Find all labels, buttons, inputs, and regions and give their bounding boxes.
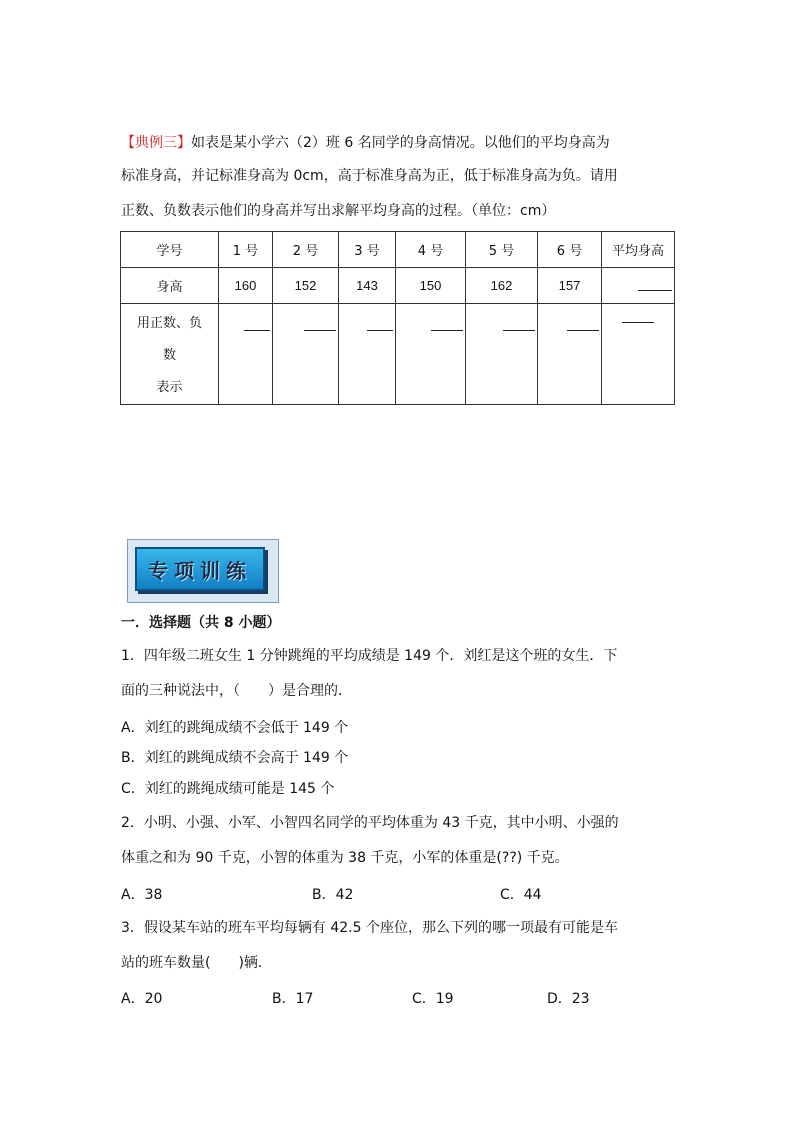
answer-blank[interactable] xyxy=(367,316,393,331)
section-banner xyxy=(127,539,279,603)
height-cell: 157 xyxy=(538,268,602,304)
question-3-line-2: 站的班车数量( )辆． xyxy=(121,955,272,971)
question-2-option-b[interactable]: B．42 xyxy=(312,887,354,903)
question-3-option-a[interactable]: A．20 xyxy=(121,991,163,1007)
example-line-2: 标准身高，并记标准身高为 0cm，高于标准身高为正，低于标准身高为负。请用 xyxy=(121,168,618,184)
height-cell: 160 xyxy=(219,268,273,304)
example-line-1 xyxy=(121,133,610,153)
row-label-id: 学号 xyxy=(121,232,219,268)
row-label-height: 身高 xyxy=(121,268,219,304)
col-header: 5 号 xyxy=(466,232,538,268)
avg-answer-cell xyxy=(602,268,675,304)
answer-blank[interactable] xyxy=(304,316,336,331)
question-3-option-b[interactable]: B．17 xyxy=(272,991,314,1007)
signed-answer-cell xyxy=(538,304,602,405)
row-label-signed xyxy=(121,304,219,405)
height-cell: 143 xyxy=(339,268,396,304)
col-header: 4 号 xyxy=(396,232,466,268)
question-2-line-2: 体重之和为 90 千克，小智的体重为 38 千克，小军的体重是(??) 千克。 xyxy=(121,850,569,866)
answer-blank[interactable] xyxy=(431,316,463,331)
height-cell: 162 xyxy=(466,268,538,304)
signed-answer-cell xyxy=(219,304,273,405)
table-row xyxy=(121,304,675,405)
col-header: 3 号 xyxy=(339,232,396,268)
height-table xyxy=(120,231,675,405)
col-header: 2 号 xyxy=(273,232,339,268)
question-1-option-b[interactable]: B．刘红的跳绳成绩不会高于 149 个 xyxy=(121,750,349,766)
question-1-option-a[interactable]: A．刘红的跳绳成绩不会低于 149 个 xyxy=(121,720,349,736)
question-1-option-c[interactable]: C．刘红的跳绳成绩可能是 145 个 xyxy=(121,781,335,797)
question-3-option-c[interactable]: C．19 xyxy=(412,991,454,1007)
avg-header: 平均身高 xyxy=(602,232,675,268)
question-3-option-d[interactable]: D．23 xyxy=(547,991,590,1007)
col-header: 1 号 xyxy=(219,232,273,268)
question-1-line-2: 面的三种说法中，（ ）是合理的． xyxy=(121,683,352,699)
section-title: 一．选择题（共 8 小题） xyxy=(121,615,281,631)
signed-answer-cell xyxy=(466,304,538,405)
signed-answer-cell xyxy=(339,304,396,405)
table-row xyxy=(121,268,675,304)
banner-title: 专项训练 xyxy=(148,558,252,583)
answer-blank[interactable] xyxy=(503,316,535,331)
example-tag: 【典例三】 xyxy=(121,135,191,151)
row-label-signed-2: 数 xyxy=(162,348,176,363)
signed-answer-cell xyxy=(396,304,466,405)
question-2-option-a[interactable]: A．38 xyxy=(121,887,163,903)
answer-blank[interactable] xyxy=(567,316,599,331)
answer-blank[interactable] xyxy=(622,308,654,323)
question-2-line-1: 2．小明、小强、小军、小智四名同学的平均体重为 43 千克，其中小明、小强的 xyxy=(121,815,619,831)
height-cell: 152 xyxy=(273,268,339,304)
example-line-3: 正数、负数表示他们的身高并写出求解平均身高的过程。（单位：cm） xyxy=(121,203,556,219)
table-row xyxy=(121,232,675,268)
answer-blank[interactable] xyxy=(638,276,672,291)
signed-avg-cell xyxy=(602,304,675,405)
example-text-1: 如表是某小学六（2）班 6 名同学的身高情况。以他们的平均身高为 xyxy=(191,135,610,151)
question-1-line-1: 1．四年级二班女生 1 分钟跳绳的平均成绩是 149 个．刘红是这个班的女生．下 xyxy=(121,648,618,664)
row-label-signed-3: 表示 xyxy=(156,380,183,395)
question-3-line-1: 3．假设某车站的班车平均每辆有 42.5 个座位，那么下列的哪一项最有可能是车 xyxy=(121,920,618,936)
height-cell: 150 xyxy=(396,268,466,304)
banner-plate xyxy=(135,547,265,591)
col-header: 6 号 xyxy=(538,232,602,268)
question-2-option-c[interactable]: C．44 xyxy=(500,887,542,903)
answer-blank[interactable] xyxy=(244,316,270,331)
row-label-signed-1: 用正数、负 xyxy=(136,316,202,331)
signed-answer-cell xyxy=(273,304,339,405)
